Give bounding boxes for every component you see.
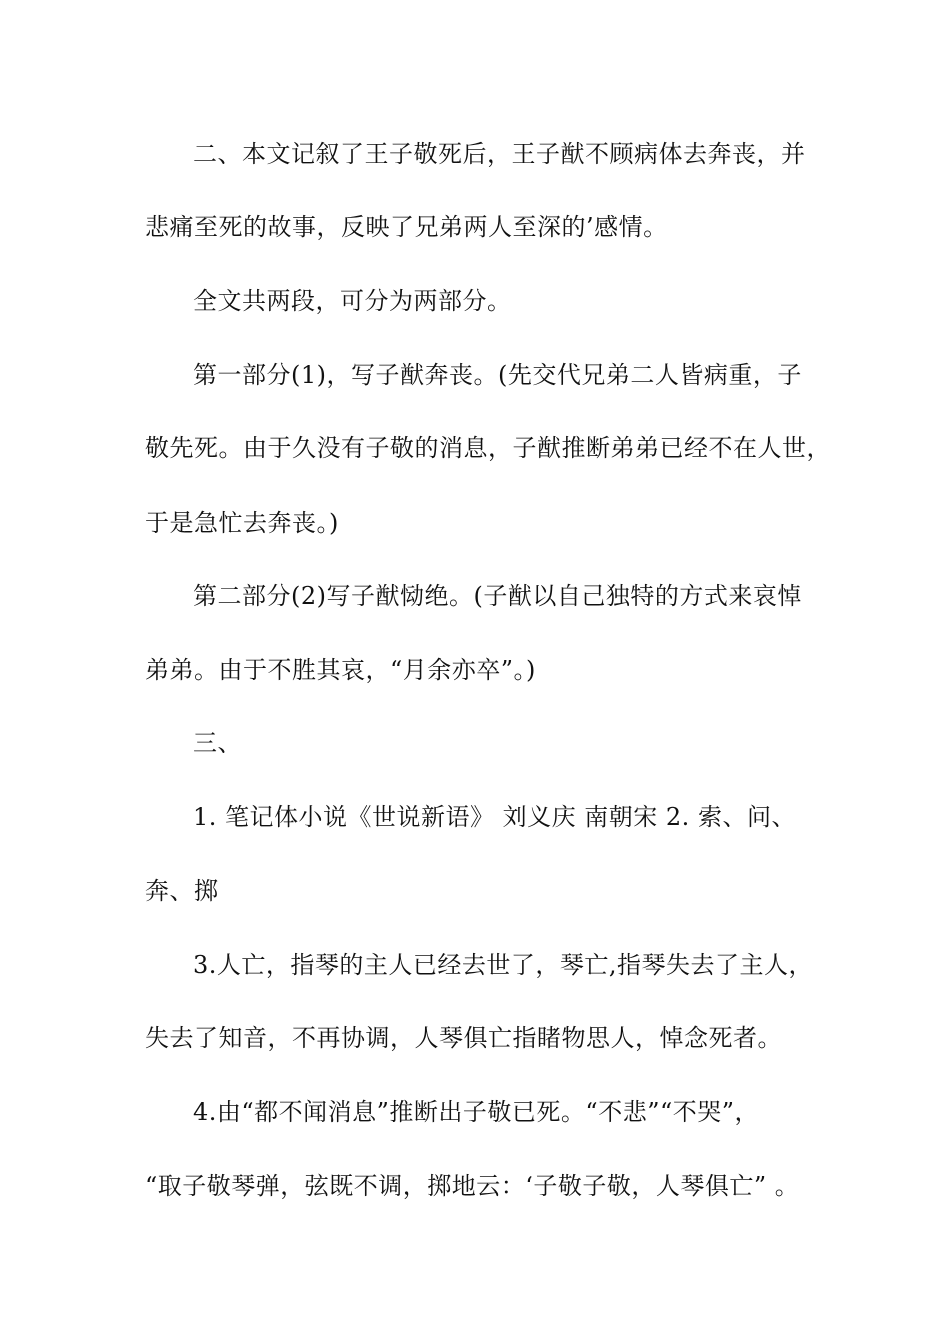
paragraph-line: 1. 笔记体小说《世说新语》 刘义庆 南朝宋 2. 索、问、 [193,803,796,831]
paragraph-line: 3.人亡，指琴的主人已经去世了，琴亡,指琴失去了主人， [193,951,814,979]
section-heading: 三、 [193,729,242,757]
paragraph-line: 敬先死。由于久没有子敬的消息，子猷推断弟弟已经不在人世， [145,434,831,462]
paragraph-line: 弟弟。由于不胜其哀，“月余亦卒”。) [145,656,536,684]
paragraph-line: 失去了知音，不再协调，人琴俱亡指睹物思人，悼念死者。 [145,1024,782,1052]
paragraph-line: 悲痛至死的故事，反映了兄弟两人至深的’感情。 [145,213,668,241]
paragraph-line: 于是急忙去奔丧。) [145,509,339,537]
paragraph-line: 全文共两段，可分为两部分。 [193,287,512,315]
paragraph-line: 4.由“都不闻消息”推断出子敬已死。“不悲”“不哭”， [193,1098,760,1126]
paragraph-line: 第一部分(1)，写子猷奔丧。(先交代兄弟二人皆病重，子 [193,361,802,389]
paragraph-line: “取子敬琴弹，弦既不调，掷地云：‘子敬子敬，人琴俱亡” 。 [145,1172,800,1200]
paragraph-line: 二、本文记叙了王子敬死后，王子猷不顾病体去奔丧，并 [193,140,806,168]
paragraph-line: 第二部分(2)写子猷恸绝。(子猷以自己独特的方式来哀悼 [193,582,802,610]
paragraph-line: 奔、掷 [145,877,219,905]
